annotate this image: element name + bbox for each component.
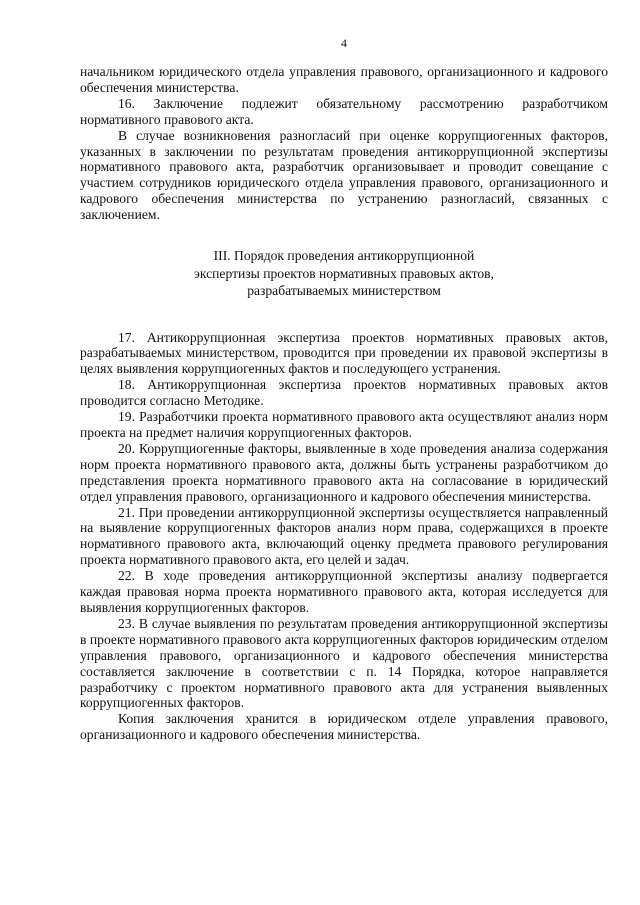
section-heading-line-3: разрабатываемых министерством	[247, 283, 441, 299]
paragraph-18: 18. Антикоррупционная экспертиза проектов нормативных правовых актов проводится согласно Методике.	[80, 377, 608, 409]
paragraph-23: 23. В случае выявления по результатам проведения антикоррупционной экспертизы в проекте нормативного правового акта коррупциогенных факторов юридическим отделом управления правового, организационного и кадрового обеспечения министерства составляется заключение в соответствии с п. 14 Порядка, которое направляется разработчику с проектом нормативного правового акта для устранения выявленных коррупциогенных факторов.	[80, 615, 608, 711]
paragraph-16-disagreements: В случае возникновения разногласий при оценке коррупциогенных факторов, указанных в заключении по результатам проведения антикоррупционной экспертизы нормативного правового акта, разработчик организовывает и проводит совещание с участием сотрудников юридического отдела управления правового, организационного и кадрового обеспечения министерства по устранению разногласий, связанных с заключением.	[80, 127, 608, 223]
section-heading-line-1: III. Порядок проведения антикоррупционной	[213, 248, 475, 264]
page-number: 4	[341, 36, 347, 50]
paragraph-20: 20. Коррупциогенные факторы, выявленные в ходе проведения анализа содержания норм проекта нормативного правового акта, должны быть устранены разработчиком до представления проекта нормативного правового акта на согласование в юридический отдел управления правового, организационного и кадрового обеспечения министерства.	[80, 440, 608, 504]
section-heading	[80, 247, 608, 300]
paragraph-16: 16. Заключение подлежит обязательному рассмотрению разработчиком нормативного правового акта.	[80, 95, 608, 127]
document-page	[80, 35, 608, 743]
paragraph-22: 22. В ходе проведения антикоррупционной экспертизы анализу подвергается каждая правовая норма проекта нормативного правового акта, которая исследуется для выявления коррупциогенных факторов.	[80, 568, 608, 615]
paragraph-19: 19. Разработчики проекта нормативного правового акта осуществляют анализ норм проекта на предмет наличия коррупциогенных факторов.	[80, 409, 608, 440]
paragraph-17: 17. Антикоррупционная экспертиза проектов нормативных правовых актов, разрабатываемых министерством, проводится при проведении их правовой экспертизы в целях выявления коррупциогенных фактов и последующего устранения.	[80, 329, 608, 377]
paragraph-21: 21. При проведении антикоррупционной экспертизы осуществляется направленный на выявление коррупциогенных факторов анализ норм права, содержащихся в проекте нормативного правового акта, включающий оценку предмета правового регулирования проекта нормативного правового акта, его целей и задач.	[80, 504, 608, 568]
paragraph-continuation: начальником юридического отдела управления правового, организационного и кадрового обеспечения министерства.	[80, 64, 608, 95]
section-heading-line-2: экспертизы проектов нормативных правовых актов,	[194, 265, 494, 281]
paragraph-copy-storage: Копия заключения хранится в юридическом отделе управления правового, организационного и кадрового обеспечения министерства.	[80, 711, 608, 743]
